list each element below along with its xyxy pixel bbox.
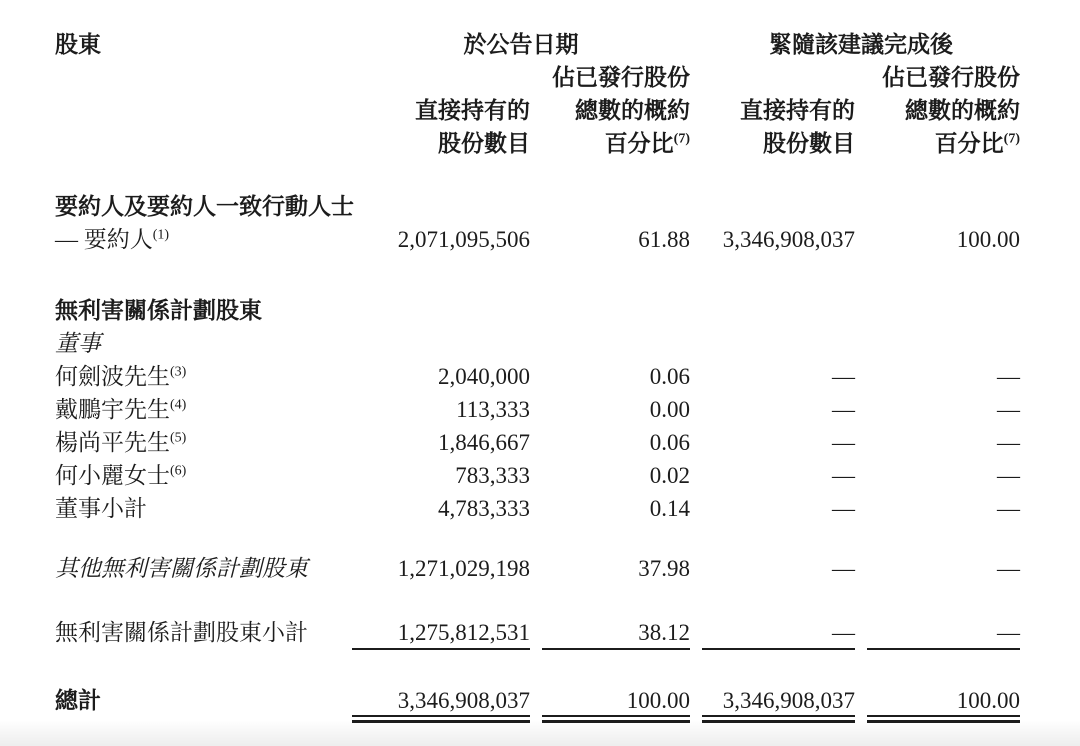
row-label: 董事小計 — [55, 495, 147, 521]
footnote-7-superscript: (7) — [1003, 131, 1020, 147]
header-pct-approx-1: 總數的概約 — [575, 97, 690, 123]
value-cell-1: 3,346,908,037 — [352, 688, 530, 713]
table-row — [55, 684, 1020, 717]
value-cell-4: — — [997, 555, 1020, 581]
value-cell-2: 0.06 — [649, 363, 690, 389]
table-row — [55, 459, 1020, 492]
header-group-as-of-announcement: 於公告日期 — [463, 31, 579, 57]
footnote-superscript: (4) — [170, 397, 187, 413]
header-group-after-completion: 緊隨該建議完成後 — [769, 31, 953, 57]
table-row — [55, 360, 1020, 393]
table-header — [55, 28, 1020, 160]
row-label: 無利害關係計劃股東 — [55, 297, 262, 323]
value-cell-3: 3,346,908,037 — [722, 226, 855, 252]
header-shares-held-1: 直接持有的 — [415, 97, 530, 123]
value-cell-3: — — [832, 396, 855, 422]
value-cell-3: — — [832, 429, 855, 455]
table-body — [55, 190, 1020, 717]
row-label: 其他無利害關係計劃股東 — [55, 555, 308, 581]
value-cell-2: 0.06 — [649, 429, 690, 455]
table-row — [55, 552, 1020, 585]
value-cell-2: 37.98 — [638, 555, 690, 581]
table-row — [55, 190, 1020, 223]
header-percentage-1 — [542, 131, 690, 156]
header-pct-approx-2: 總數的概約 — [905, 97, 1020, 123]
value-cell-1: 783,333 — [455, 462, 530, 488]
value-cell-1: 2,040,000 — [438, 363, 530, 389]
header-shareholder: 股東 — [55, 31, 101, 57]
value-cell-3: — — [832, 495, 855, 521]
value-cell-4: — — [997, 429, 1020, 455]
table-row — [55, 223, 1020, 256]
footnote-superscript: (1) — [152, 227, 170, 243]
value-cell-3: 3,346,908,037 — [702, 688, 855, 713]
value-cell-2: 38.12 — [542, 620, 690, 645]
value-cell-3: — — [832, 462, 855, 488]
value-cell-1: 2,071,095,506 — [397, 226, 530, 252]
header-percentage-2 — [867, 131, 1020, 156]
value-cell-1: 1,846,667 — [438, 429, 530, 455]
value-cell-4: — — [997, 363, 1020, 389]
header-percentage-text: 百分比 — [934, 130, 1004, 156]
value-cell-4: — — [997, 396, 1020, 422]
table-section — [55, 616, 1020, 649]
value-cell-2: 0.00 — [649, 396, 690, 422]
table-row — [55, 294, 1020, 327]
row-label: 要約人及要約人一致行動人士 — [55, 193, 354, 219]
table-row — [55, 426, 1020, 459]
value-cell-3: — — [832, 555, 855, 581]
value-cell-1: 1,271,029,198 — [397, 555, 530, 581]
value-cell-2: 0.02 — [649, 462, 690, 488]
value-cell-4: 100.00 — [867, 688, 1020, 713]
row-label: 董事 — [55, 330, 101, 356]
row-label: 無利害關係計劃股東小計 — [55, 619, 308, 645]
header-pct-issued-shares-2: 佔已發行股份 — [882, 64, 1020, 90]
row-label: 總計 — [55, 687, 101, 713]
table-section — [55, 190, 1020, 256]
header-shares-number-1: 股份數目 — [438, 130, 530, 156]
footnote-superscript: (6) — [170, 463, 187, 479]
row-label: — 要約人$^{(1)}$ — [55, 226, 170, 252]
value-cell-1: 113,333 — [456, 396, 530, 422]
value-cell-1: 4,783,333 — [438, 495, 530, 521]
header-percentage-text: 百分比 — [604, 130, 674, 156]
value-cell-2: 61.88 — [638, 226, 690, 252]
header-shares-number-2: 股份數目 — [763, 130, 855, 156]
table-section — [55, 294, 1020, 525]
table-row — [55, 327, 1020, 360]
table-row — [55, 492, 1020, 525]
header-shares-held-2: 直接持有的 — [740, 97, 855, 123]
row-label: 何小麗女士$^{(6)}$ — [55, 462, 187, 488]
row-label: 楊尚平先生$^{(5)}$ — [55, 429, 187, 455]
header-row-line2 — [55, 94, 1020, 127]
header-row-groups — [55, 28, 1020, 61]
value-cell-1: 1,275,812,531 — [352, 620, 530, 645]
footnote-superscript: (3) — [170, 364, 187, 380]
footnote-superscript: (5) — [170, 430, 187, 446]
value-cell-3: — — [702, 620, 855, 645]
value-cell-3: — — [832, 363, 855, 389]
value-cell-4: 100.00 — [956, 226, 1020, 252]
table-section — [55, 684, 1020, 717]
row-label: 戴鵬宇先生$^{(4)}$ — [55, 396, 187, 422]
header-row-line3 — [55, 127, 1020, 160]
footnote-7-superscript: (7) — [673, 131, 690, 147]
value-cell-4: — — [867, 620, 1020, 645]
value-cell-2: 0.14 — [649, 495, 690, 521]
value-cell-4: — — [997, 495, 1020, 521]
header-pct-issued-shares-1: 佔已發行股份 — [552, 64, 690, 90]
row-label: 何劍波先生$^{(3)}$ — [55, 363, 187, 389]
value-cell-2: 100.00 — [542, 688, 690, 713]
table-row — [55, 393, 1020, 426]
header-row-pct-line1 — [55, 61, 1020, 94]
table-row — [55, 616, 1020, 649]
table-section — [55, 552, 1020, 585]
value-cell-4: — — [997, 462, 1020, 488]
